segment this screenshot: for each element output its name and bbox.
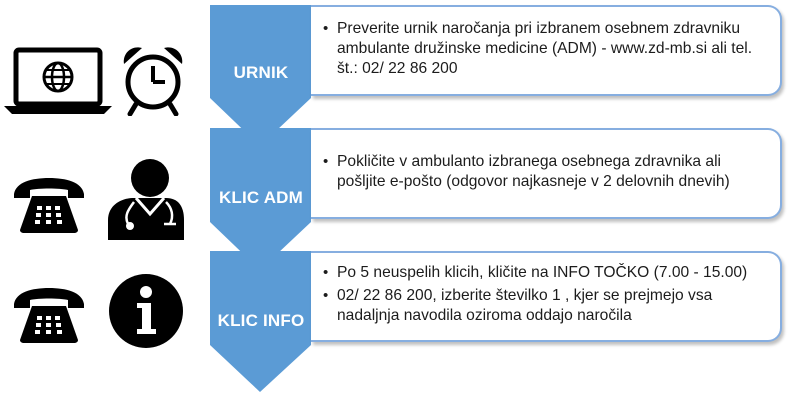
alarm-clock-icon bbox=[120, 44, 186, 116]
bullet-item: • 02/ 22 86 200, izberite številko 1 , kjer se prejmejo vsa nadaljnja navodila oziroma oddajo naročila bbox=[323, 286, 768, 326]
bullet-item: • Preverite urnik naročanja pri izbranem osebnem zdravniku ambulante družinske medicine (ADM) - www.zd-mb.si ali tel. št.: 02/ 22 86 200 bbox=[323, 19, 768, 79]
laptop-globe-icon bbox=[4, 46, 112, 116]
step-card-klic-info bbox=[311, 251, 782, 342]
step-label-urnik: URNIK bbox=[233, 63, 289, 82]
bullet-item: • Po 5 neuspelih klicih, kličite na INFO TOČKO (7.00 - 15.00) bbox=[323, 263, 768, 283]
telephone-icon bbox=[12, 286, 86, 344]
step-card-urnik bbox=[311, 5, 782, 96]
step-card-klic-adm bbox=[311, 128, 782, 219]
info-icon bbox=[108, 273, 184, 349]
telephone-icon bbox=[12, 176, 86, 234]
bullet-item: • Pokličite v ambulanto izbranega osebnega zdravnika ali pošljite e-pošto (odgovor najkasneje v 2 delovnih dnevih) bbox=[323, 152, 768, 192]
doctor-icon bbox=[106, 158, 186, 240]
step-label-klic-adm: KLIC ADM bbox=[218, 188, 304, 207]
step-label-klic-info: KLIC INFO bbox=[217, 311, 305, 330]
